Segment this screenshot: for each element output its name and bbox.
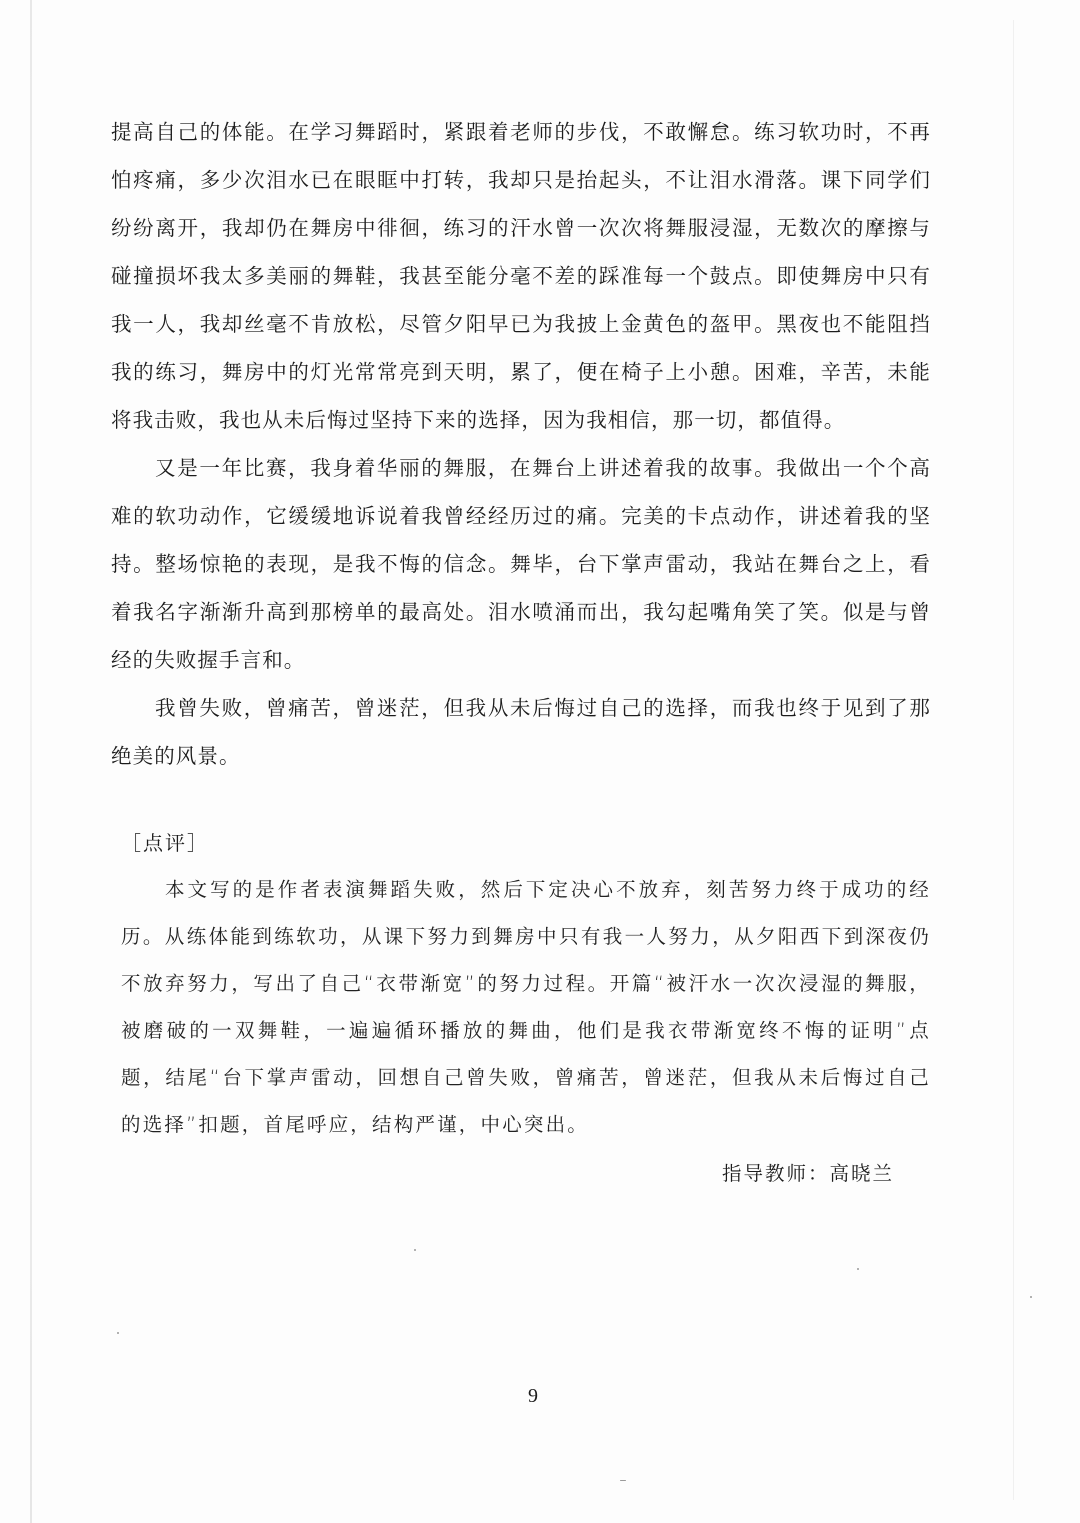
scan-right-edge <box>1013 20 1014 1500</box>
essay-paragraph: 提高自己的体能。在学习舞蹈时，紧跟着老师的步伐，不敢懈怠。练习软功时，不再怕疼痛，多少次泪水已在眼眶中打转，我却只是抬起头，不让泪水滑落。课下同学们纷纷离开，我却仍在舞房中徘徊，练习的汗水曾一次次将舞服浸湿，无数次的摩擦与碰撞损坏我太多美丽的舞鞋，我甚至能分毫不差的踩准每一个鼓点。即使舞房中只有我一人，我却丝毫不肯放松，尽管夕阳早已为我披上金黄色的盔甲。黑夜也不能阻挡我的练习，舞房中的灯光常常亮到天明，累了，便在椅子上小憩。困难，辛苦，未能将我击败，我也从未后悔过坚持下来的选择，因为我相信，那一切，都值得。 <box>111 120 931 432</box>
scan-speck <box>117 1332 119 1334</box>
scan-speck <box>414 1249 416 1251</box>
essay-paragraph: 又是一年比赛，我身着华丽的舞服，在舞台上讲述着我的故事。我做出一个个高难的软功动作，它缓缓地诉说着我曾经经历过的痛。完美的卡点动作，讲述着我的坚持。整场惊艳的表现，是我不悔的信念。舞毕，台下掌声雷动，我站在舞台之上，看着我名字渐渐升高到那榜单的最高处。泪水喷涌而出，我勾起嘴角笑了笑。似是与曾经的失败握手言和。 <box>111 456 931 672</box>
scan-speck <box>620 1480 626 1481</box>
scan-speck <box>857 1268 859 1270</box>
teacher-credit: 指导教师：高晓兰 <box>722 1162 895 1185</box>
review-paragraph: 本文写的是作者表演舞蹈失败，然后下定决心不放弃，刻苦努力终于成功的经历。从练体能到练软功，从课下努力到舞房中只有我一人努力，从夕阳西下到深夜仍不放弃努力，写出了自己“衣带渐宽”的努力过程。开篇“被汗水一次次浸湿的舞服，被磨破的一双舞鞋，一遍遍循环播放的舞曲，他们是我衣带渐宽终不悔的证明”点题，结尾“台下掌声雷动，回想自己曾失败，曾痛苦，曾迷茫，但我从未后悔过自己的选择”扣题，首尾呼应，结构严谨，中心突出。 <box>121 878 931 1136</box>
essay-paragraph: 我曾失败，曾痛苦，曾迷茫，但我从未后悔过自己的选择，而我也终于见到了那绝美的风景。 <box>111 696 931 768</box>
review-body <box>121 866 931 1148</box>
scan-speck <box>1030 1296 1032 1298</box>
essay-body <box>111 108 931 780</box>
review-heading: ［点评］ <box>121 831 209 855</box>
page-number: 9 <box>528 1385 538 1407</box>
scan-left-edge <box>30 0 32 1523</box>
